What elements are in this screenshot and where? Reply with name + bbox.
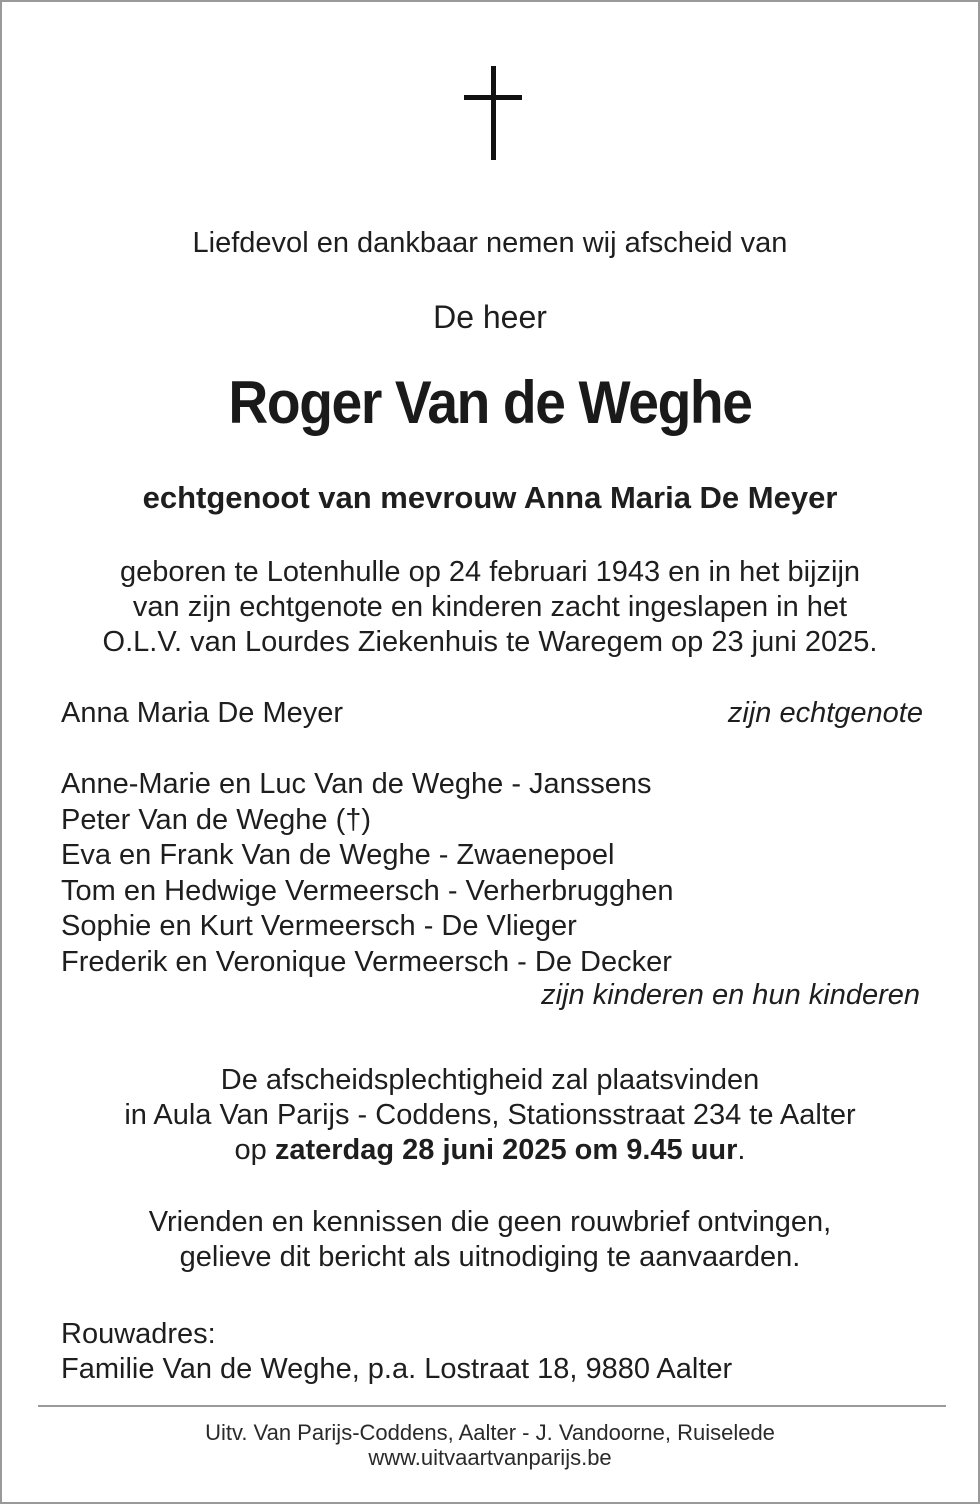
child-entry: Frederik en Veronique Vermeersch - De Decker xyxy=(61,945,672,978)
ceremony-line: De afscheidsplechtigheid zal plaatsvinden xyxy=(220,1064,760,1096)
invite-line: Vrienden en kennissen die geen rouwbrief ontvingen, xyxy=(148,1206,832,1238)
child-entry: Tom en Hedwige Vermeersch - Verherbrugghen xyxy=(61,874,674,907)
birth-death-details xyxy=(42,555,938,660)
mourning-address xyxy=(61,1317,732,1387)
birth-line: geboren te Lotenhulle op 24 februari 1943 en in het bijzijn xyxy=(119,556,861,588)
ceremony-details xyxy=(42,1063,938,1168)
funeral-home-footer xyxy=(42,1420,938,1470)
children-list xyxy=(61,767,674,980)
address-value: Familie Van de Weghe, p.a. Lostraat 18, 9880 Aalter xyxy=(61,1353,733,1385)
child-entry: Anne-Marie en Luc Van de Weghe - Janssens xyxy=(61,768,652,800)
birth-line: O.L.V. van Lourdes Ziekenhuis te Waregem op 23 juni 2025. xyxy=(102,626,878,658)
deceased-name: Roger Van de Weghe xyxy=(228,369,752,436)
intro-text: Liefdevol en dankbaar nemen wij afscheid van xyxy=(192,227,788,259)
invitation-note xyxy=(42,1205,938,1275)
spouse-role: zijn echtgenote xyxy=(727,697,923,729)
invite-line: gelieve dit bericht als uitnodiging te aanvaarden. xyxy=(179,1241,801,1273)
funeral-home-website: www.uitvaartvanparijs.be xyxy=(368,1445,612,1470)
funeral-home-name: Uitv. Van Parijs-Coddens, Aalter - J. Vandoorne, Ruiselede xyxy=(205,1420,775,1445)
cross-icon xyxy=(464,66,522,160)
birth-line: van zijn echtgenote en kinderen zacht ingeslapen in het xyxy=(132,591,848,623)
address-label: Rouwadres: xyxy=(61,1318,216,1350)
honorific-title: De heer xyxy=(433,299,547,335)
child-entry: Sophie en Kurt Vermeersch - De Vlieger xyxy=(61,910,577,942)
ceremony-date: zaterdag 28 juni 2025 om 9.45 uur xyxy=(274,1134,738,1166)
ceremony-line: in Aula Van Parijs - Coddens, Stationsstraat 234 te Aalter xyxy=(124,1099,856,1131)
spouse-row xyxy=(61,697,923,730)
ceremony-date-line: op zaterdag 28 juni 2025 om 9.45 uur. xyxy=(234,1134,746,1166)
spouse-relation: echtgenoot van mevrouw Anna Maria De Meyer xyxy=(142,480,838,515)
child-entry: Eva en Frank Van de Weghe - Zwaenepoel xyxy=(61,839,615,871)
footer-divider xyxy=(38,1405,946,1407)
child-entry: Peter Van de Weghe (†) xyxy=(61,803,372,836)
spouse-name: Anna Maria De Meyer xyxy=(61,697,344,729)
children-role: zijn kinderen en hun kinderen xyxy=(541,979,920,1011)
